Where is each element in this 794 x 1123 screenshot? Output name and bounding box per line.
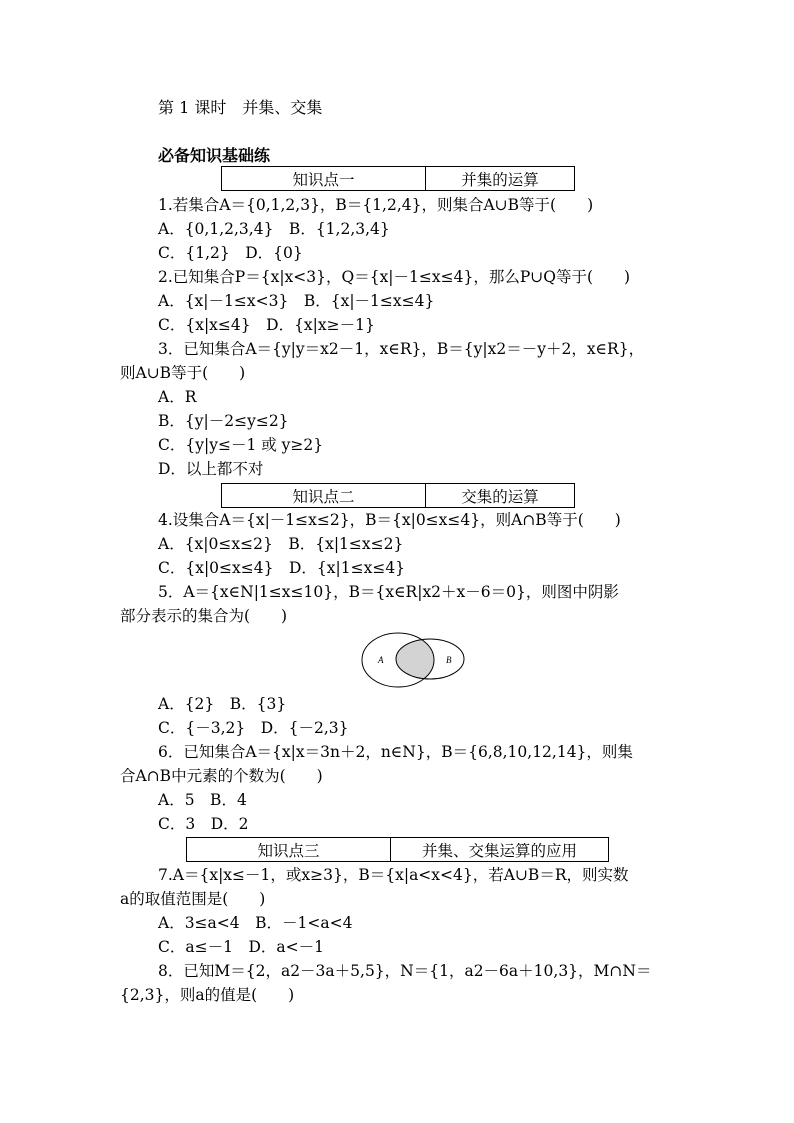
question-6-options-cd: C．3 D．2: [158, 815, 249, 833]
question-7-stem-line1: 7.A＝{x|x≤－1，或x≥3}，B＝{x|a<x<4}，若A∪B＝R，则实数: [158, 866, 629, 884]
venn-label-b: B: [446, 655, 452, 665]
question-5-options-ab: A．{2} B．{3}: [158, 695, 287, 713]
question-7-options-ab: A．3≤a<4 B．－1<a<4: [158, 914, 353, 932]
question-1-options-ab: A．{0,1,2,3,4} B．{1,2,3,4}: [158, 220, 390, 238]
venn-diagram: [360, 630, 470, 690]
knowledge-point-topic: 并集、交集运算的应用: [421, 841, 577, 860]
question-3-option-c: C．{y|y≤－1 或 y≥2}: [158, 436, 324, 454]
knowledge-point-topic: 交集的运算: [461, 487, 539, 506]
question-1-options-cd: C．{1,2} D．{0}: [158, 244, 303, 262]
question-2-options-ab: A．{x|－1≤x<3} B．{x|－1≤x≤4}: [158, 292, 435, 310]
question-4-options-ab: A．{x|0≤x≤2} B．{x|1≤x≤2}: [158, 535, 404, 553]
venn-label-a: A: [378, 655, 384, 665]
question-3-option-a: A．R: [158, 388, 197, 406]
question-5-stem-line2: 部分表示的集合为( ): [120, 607, 288, 625]
question-6-stem-line2: 合A∩B中元素的个数为( ): [120, 767, 323, 785]
question-8-stem-line2: {2,3}，则a的值是( ): [120, 986, 295, 1004]
question-4-stem: 4.设集合A＝{x|－1≤x≤2}，B＝{x|0≤x≤4}，则A∩B等于( ): [158, 511, 621, 529]
question-3-stem-line2: 则A∪B等于( ): [120, 364, 246, 382]
question-7-stem-line2: a的取值范围是( ): [120, 890, 266, 908]
knowledge-point-label: 知识点三: [187, 838, 391, 861]
question-7-options-cd: C．a≤－1 D．a<－1: [158, 938, 324, 956]
question-1-stem: 1.若集合A＝{0,1,2,3}，B＝{1,2,4}，则集合A∪B等于( ): [158, 196, 594, 214]
question-4-options-cd: C．{x|0≤x≤4} D．{x|1≤x≤4}: [158, 559, 406, 577]
question-3-option-b: B．{y|－2≤y≤2}: [158, 412, 289, 430]
question-5-options-cd: C．{－3,2} D．{－2,3}: [158, 719, 349, 737]
knowledge-point-topic: 并集的运算: [461, 170, 539, 189]
section-heading: 必备知识基础练: [158, 146, 271, 165]
knowledge-point-label: 知识点一: [222, 167, 426, 190]
question-2-stem: 2.已知集合P＝{x|x<3}，Q＝{x|－1≤x≤4}，那么P∪Q等于( ): [158, 268, 631, 286]
question-6-stem-line1: 6．已知集合A＝{x|x＝3n＋2，n∈N}，B＝{6,8,10,12,14}，则集: [158, 743, 633, 761]
knowledge-point-box-3: [186, 837, 609, 862]
question-3-stem-line1: 3．已知集合A＝{y|y＝x2－1，x∈R}，B＝{y|x2＝－y＋2，x∈R}，: [158, 340, 645, 358]
knowledge-point-box-1: [221, 166, 575, 191]
question-8-stem-line1: 8．已知M＝{2，a2－3a＋5,5}，N＝{1，a2－6a＋10,3}，M∩N＝: [158, 962, 652, 980]
question-6-options-ab: A．5 B．4: [158, 791, 247, 809]
question-2-options-cd: C．{x|x≤4} D．{x|x≥－1}: [158, 316, 375, 334]
question-5-stem-line1: 5．A＝{x∈N|1≤x≤10}，B＝{x∈R|x2＋x－6＝0}，则图中阴影: [158, 583, 619, 601]
question-3-option-d: D．以上都不对: [158, 460, 264, 478]
page-title: 第 1 课时 并集、交集: [158, 98, 323, 117]
knowledge-point-box-2: [221, 483, 575, 508]
knowledge-point-label: 知识点二: [222, 484, 426, 507]
